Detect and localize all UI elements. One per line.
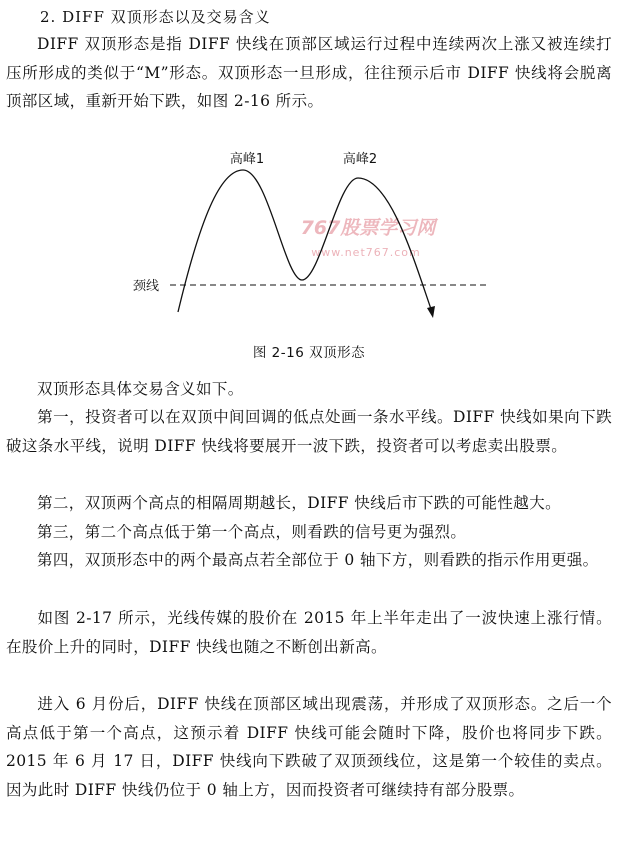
- paragraph-7-text: 进入 6 月份后，DIFF 快线在顶部区域出现震荡，并形成了双顶形态。之后一个高点低于第一个高点，这预示着 DIFF 快线可能会随时下降，股价也将同步下跌。2015 年 6 月 17 日，DIFF 快线向下跌破了双顶颈线位，这是第一个较佳的卖点。因为此时 DIFF 快线仍位于 0 轴上方，因而投资者可继续持有部分股票。: [6, 695, 612, 799]
- peak1-label: 高峰1: [229, 152, 265, 167]
- paragraph-1-text: 双顶形态具体交易含义如下。: [37, 380, 244, 398]
- neckline-label: 颈线: [132, 279, 160, 294]
- intro-paragraph: [6, 30, 612, 116]
- watermark-main: 767股票学习网: [300, 217, 436, 239]
- paragraph-6-text: 如图 2-17 所示，光线传媒的股价在 2015 年上半年走出了一波快速上涨行情。在股价上升的同时，DIFF 快线也随之不断创出新高。: [6, 609, 612, 656]
- paragraph-4-text: 第三，第二个高点低于第一个高点，则看跌的信号更为强烈。: [37, 523, 467, 541]
- intro-paragraph-text: DIFF 双顶形态是指 DIFF 快线在顶部区域运行过程中连续两次上涨又被连续打压所形成的类似于“M”形态。双顶形态一旦形成，往往预示后市 DIFF 快线将会脱离顶部区域，重新开始下跌，如图 2-16 所示。: [6, 35, 612, 110]
- double-top-curve: [178, 170, 432, 312]
- watermark-url: www.net767.com: [311, 246, 421, 259]
- peak2-label: 高峰2: [342, 152, 378, 167]
- paragraph-2-text: 第一，投资者可以在双顶中间回调的低点处画一条水平线。DIFF 快线如果向下跌破这条水平线，说明 DIFF 快线将要展开一波下跌，投资者可以考虑卖出股票。: [6, 408, 612, 455]
- paragraph-7: [6, 690, 612, 804]
- double-top-figure: [0, 140, 618, 340]
- paragraph-6: [6, 604, 612, 661]
- section-heading: 2. DIFF 双顶形态以及交易含义: [40, 8, 271, 26]
- arrow-head-icon: [427, 306, 435, 318]
- paragraph-5: [6, 546, 612, 575]
- figure-caption: 图 2-16 双顶形态: [252, 345, 366, 361]
- paragraph-2: [6, 403, 612, 460]
- paragraph-4: [6, 518, 612, 547]
- paragraph-3-text: 第二，双顶两个高点的相隔周期越长，DIFF 快线后市下跌的可能性越大。: [37, 494, 561, 512]
- paragraph-5-text: 第四，双顶形态中的两个最高点若全部位于 0 轴下方，则看跌的指示作用更强。: [37, 551, 599, 569]
- paragraph-1: [6, 375, 612, 404]
- paragraph-3: [6, 489, 612, 518]
